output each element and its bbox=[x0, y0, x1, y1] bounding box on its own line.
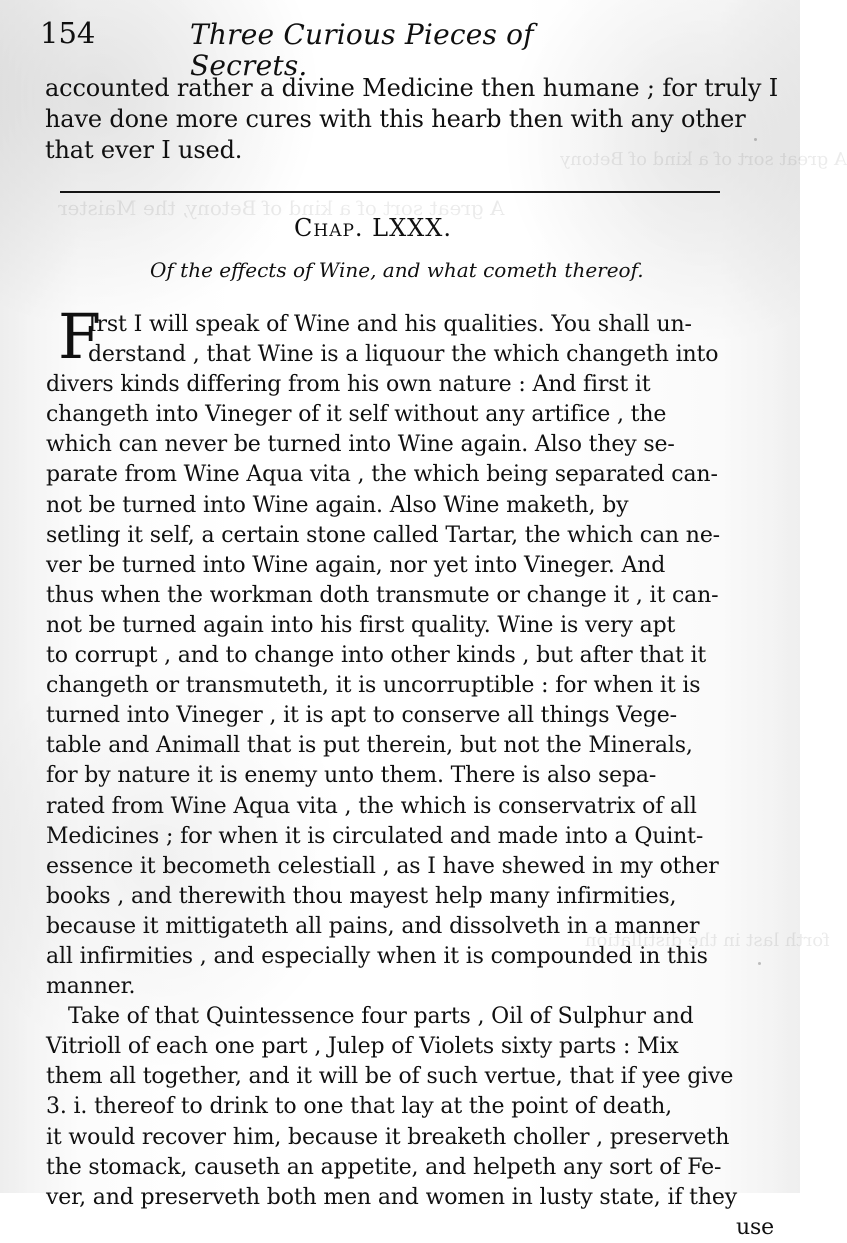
paragraph-line: changeth or transmuteth, it is uncorruptible : for when it is bbox=[46, 673, 701, 699]
paragraph-line: not be turned into Wine again. Also Wine maketh, by bbox=[46, 492, 629, 518]
reverse-ink-bleed: forth last in the distillation bbox=[585, 930, 830, 951]
paragraph-line: divers kinds differing from his own nature : And first it bbox=[46, 372, 651, 398]
paragraph-line: setling it self, a certain stone called Tartar, the which can ne- bbox=[46, 522, 720, 548]
paragraph-line: derstand , that Wine is a liquour the which changeth into bbox=[88, 342, 719, 368]
text-line: have done more cures with this hearb then with any other bbox=[45, 105, 746, 133]
chapter-subtitle: Of the effects of Wine, and what cometh thereof. bbox=[150, 258, 644, 282]
paragraph-line: manner. bbox=[46, 974, 136, 1000]
catchword: use bbox=[736, 1214, 775, 1240]
preceding-text bbox=[45, 73, 779, 166]
paragraph-line: changeth into Vineger of it self without any artifice , the bbox=[46, 402, 667, 428]
paper-speck bbox=[754, 138, 757, 141]
paragraph-line: ver be turned into Wine again, nor yet into Vineger. And bbox=[46, 552, 666, 578]
paragraph-line: essence it becometh celestiall , as I have shewed in my other bbox=[46, 853, 719, 879]
text-line: accounted rather a divine Medicine then humane ; for truly I bbox=[45, 74, 779, 102]
paragraph-line: table and Animall that is put therein, but not the Minerals, bbox=[46, 733, 693, 759]
page-number: 154 bbox=[40, 16, 96, 50]
paragraph-line: thus when the workman doth transmute or change it , it can- bbox=[46, 582, 719, 608]
section-separator bbox=[60, 191, 720, 193]
paragraph-line: parate from Wine Aqua vita , the which being separated can- bbox=[46, 462, 718, 488]
page-header bbox=[40, 16, 760, 82]
paragraph-line: Take of that Quintessence four parts , Oil of Sulphur and bbox=[68, 1004, 694, 1030]
paragraph-line: it would recover him, because it breaketh choller , preserveth bbox=[46, 1124, 730, 1150]
reverse-ink-bleed: A great sort of a kind of Betony bbox=[560, 149, 847, 170]
paragraph-line: not be turned again into his first quality. Wine is very apt bbox=[46, 612, 676, 638]
running-head: Three Curious Pieces of Secrets. bbox=[190, 18, 534, 82]
paragraph-line: the stomack, causeth an appetite, and helpeth any sort of Fe- bbox=[46, 1154, 722, 1180]
chapter-title: Chap. LXXX. bbox=[294, 214, 452, 242]
paragraph-line: because it mittigateth all pains, and dissolveth in a manner bbox=[46, 913, 700, 939]
drop-cap: F bbox=[58, 300, 102, 373]
paragraph-line: to corrupt , and to change into other kinds , but after that it bbox=[46, 643, 707, 669]
paragraph-line: them all together, and it will be of such vertue, that if yee give bbox=[46, 1064, 734, 1090]
paragraph-line: ver, and preserveth both men and women in lusty state, if they bbox=[46, 1184, 738, 1210]
paragraph-line: turned into Vineger , it is apt to conserve all things Vege- bbox=[46, 703, 677, 729]
reverse-ink-bleed: A great sort of a kind of Betony, the Maister bbox=[58, 196, 505, 220]
text-line: that ever I used. bbox=[45, 136, 243, 164]
first-paragraph bbox=[46, 300, 766, 1002]
paragraph-line: all infirmities , and especially when it is compounded in this bbox=[46, 943, 708, 969]
paragraph-line: which can never be turned into Wine again. Also they se- bbox=[46, 432, 675, 458]
second-paragraph bbox=[46, 1002, 775, 1243]
paragraph-line: for by nature it is enemy unto them. There is also sepa- bbox=[46, 763, 657, 789]
paragraph-line: books , and therewith thou mayest help many infirmities, bbox=[46, 883, 677, 909]
chapter-body bbox=[46, 300, 775, 1243]
paragraph-line: Medicines ; for when it is circulated and made into a Quint- bbox=[46, 823, 704, 849]
paragraph-line: 3. i. thereof to drink to one that lay at the point of death, bbox=[46, 1094, 672, 1120]
paragraph-line: rated from Wine Aqua vita , the which is conservatrix of all bbox=[46, 793, 697, 819]
paragraph-line: Vitrioll of each one part , Julep of Violets sixty parts : Mix bbox=[46, 1034, 679, 1060]
paragraph-line: Irst I will speak of Wine and his qualities. You shall un- bbox=[88, 312, 692, 337]
